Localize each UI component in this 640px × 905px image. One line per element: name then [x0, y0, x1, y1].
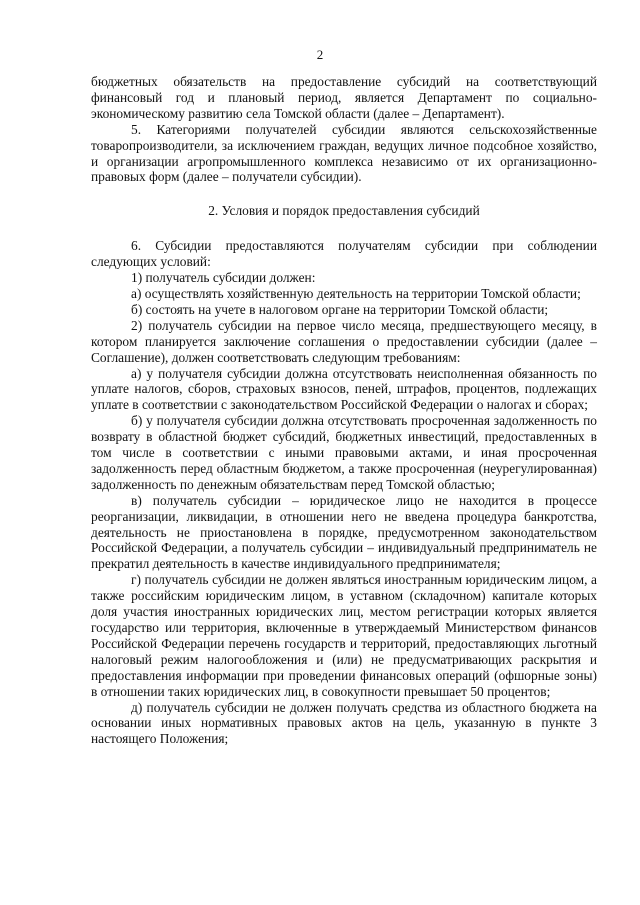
paragraph-item-6: 6. Субсидии предоставляются получателям субсидии при соблюдении следующих условий: [91, 238, 597, 270]
paragraph-item-5: 5. Категориями получателей субсидии являются сельскохозяйственные товаропроизводители, за исключением граждан, ведущих личное подсобное хозяйство, и организации агропромышленного комплекса независимо от их организационно-правовых форм (далее – получатели субсидии). [91, 121, 597, 185]
document-body [91, 74, 597, 747]
paragraph-subitem-2g: г) получатель субсидии не должен являться иностранным юридическим лицом, а также российским юридическим лицом, в уставном (складочном) капитале которых доля участия иностранных юридических лиц, местом регистрации которых является государство или территория, включенные в утверждаемый Министерством финансов Российской Федерации перечень государств и территорий, предоставляющих льготный налоговый режим налогообложения и (или) не предусматривающих раскрытия и предоставления информации при проведении финансовых операций (офшорные зоны) в отношении таких юридических лиц, в совокупности превышает 50 процентов; [91, 572, 597, 699]
paragraph-subitem-2a: а) у получателя субсидии должна отсутствовать неисполненная обязанность по уплате налогов, сборов, страховых взносов, пеней, штрафов, процентов, подлежащих уплате в соответствии с законодательством Российской Федерации о налогах и сборах; [91, 365, 597, 413]
paragraph-subitem-1a: а) осуществлять хозяйственную деятельность на территории Томской области; [131, 285, 581, 301]
paragraph-subitem-2: 2) получатель субсидии на первое число месяца, предшествующего месяцу, в котором планируется заключение соглашения о предоставлении субсидии (далее – Соглашение), должен соответствовать следующим требованиям: [91, 317, 597, 365]
paragraph-subitem-1: 1) получатель субсидии должен: [131, 270, 316, 286]
paragraph-subitem-2d: д) получатель субсидии не должен получать средства из областного бюджета на основании иных нормативных правовых актов на цель, указанную в пункте 3 настоящего Положения; [91, 699, 597, 747]
paragraph-subitem-2v: в) получатель субсидии – юридическое лицо не находится в процессе реорганизации, ликвидации, в отношении него не введена процедура банкротства, деятельность не приостановлена в порядке, предусмотренном законодательством Российской Федерации, а получатель субсидии – индивидуальный предприниматель не прекратил деятельность в качестве индивидуального предпринимателя; [91, 492, 597, 572]
section-heading: 2. Условия и порядок предоставления субсидий [208, 203, 480, 219]
paragraph-subitem-1b: б) состоять на учете в налоговом органе на территории Томской области; [131, 301, 549, 317]
paragraph-subitem-2b: б) у получателя субсидии должна отсутствовать просроченная задолженность по возврату в областной бюджет субсидий, бюджетных инвестиций, предоставленных в том числе в соответствии с иными правовыми актами, и иная просроченная задолженность перед областным бюджетом, а также просроченная (неурегулированная) задолженность по денежным обязательствам перед Томской областью; [91, 413, 597, 492]
page-number: 2 [316, 47, 324, 62]
paragraph-continued: бюджетных обязательств на предоставление субсидий на соответствующий финансовый год и плановый период, является Департамент по социально-экономическому развитию села Томской области (далее – Департамент). [91, 74, 597, 121]
